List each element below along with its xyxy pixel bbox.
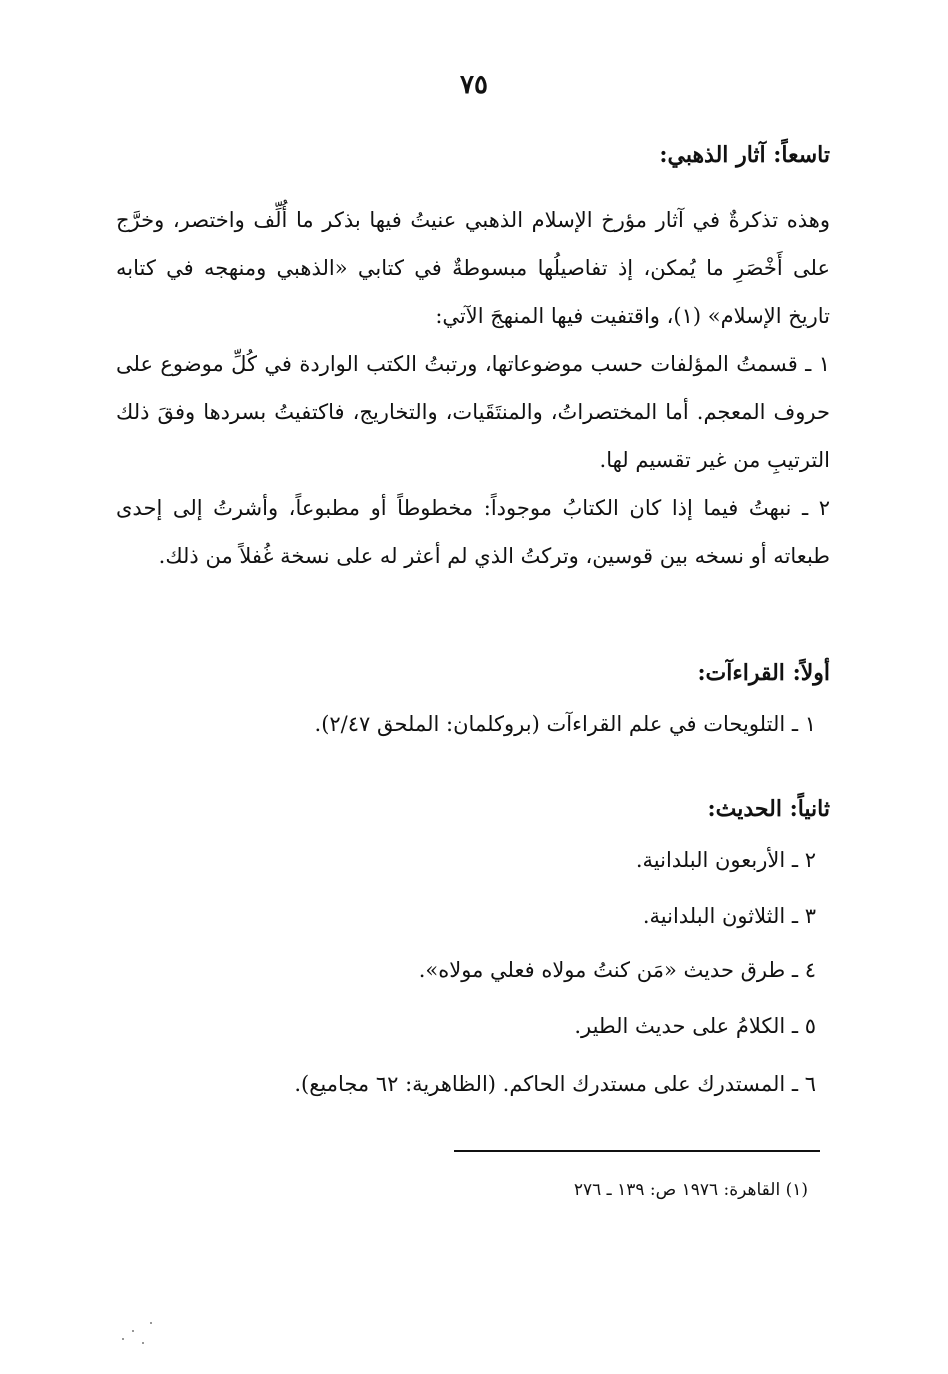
scan-speck [150, 1322, 152, 1324]
intro-paragraph: وهذه تذكرةٌ في آثار مؤرخ الإسلام الذهبي عنيتُ فيها بذكر ما أُلِّف واختصر، وخرَّج على أَخْصَرِ ما يُمكن، إذ تفاصيلُها مبسوطةٌ في كتابي «الذهبي ومنهجه في كتابه تاريخ الإسلام» (١)، واقتفيت فيها المنهجَ الآتي: [116, 208, 830, 328]
list-item-readings-1: ١ ـ التلويحات في علم القراءآت (بروكلمان: الملحق ٢/٤٧). [314, 712, 816, 736]
subsection-heading-readings: أولاً: القراءآت: [697, 660, 830, 686]
list-item-hadith-2: ٢ ـ الأربعون البلدانية. [635, 848, 816, 872]
list-item-hadith-4: ٤ ـ طرق حديث «مَن كنتُ مولاه فعلي مولاه». [418, 958, 816, 982]
section-heading: تاسعاً: آثار الذهبي: [659, 142, 830, 168]
scan-speck [132, 1330, 134, 1332]
method-point-2: ٢ ـ نبهتُ فيما إذا كان الكتابُ موجوداً: مخطوطاً أو مطبوعاً، وأشرتُ إلى إحدى طبعاته أو نسخه بين قوسين، وتركتُ الذي لم أعثر له على نسخة غُفلاً من ذلك. [116, 496, 830, 568]
scan-speck [142, 1342, 144, 1344]
page-number: ٧٥ [460, 70, 488, 100]
list-item-hadith-3: ٣ ـ الثلاثون البلدانية. [642, 904, 816, 928]
method-point-1: ١ ـ قسمتُ المؤلفات حسب موضوعاتها، ورتبتُ الكتب الواردة في كُلِّ موضوع على حروف المعجم. أما المختصراتُ، والمنتَقَيات، والتخاريج، فاكتفيتُ بسردها وفقَ ذلك الترتيبِ من غير تقسيم لها. [116, 352, 830, 472]
list-item-hadith-5: ٥ ـ الكلامُ على حديث الطير. [574, 1014, 816, 1038]
footnote-separator [454, 1150, 820, 1152]
scan-speck [122, 1338, 124, 1340]
footnote: (١) القاهرة: ١٩٧٦ ص: ١٣٩ ـ ٢٧٦ [573, 1180, 808, 1200]
list-item-hadith-6: ٦ ـ المستدرك على مستدرك الحاكم. (الظاهرية: ٦٢ مجاميع). [294, 1072, 816, 1096]
subsection-heading-hadith: ثانياً: الحديث: [707, 796, 830, 822]
